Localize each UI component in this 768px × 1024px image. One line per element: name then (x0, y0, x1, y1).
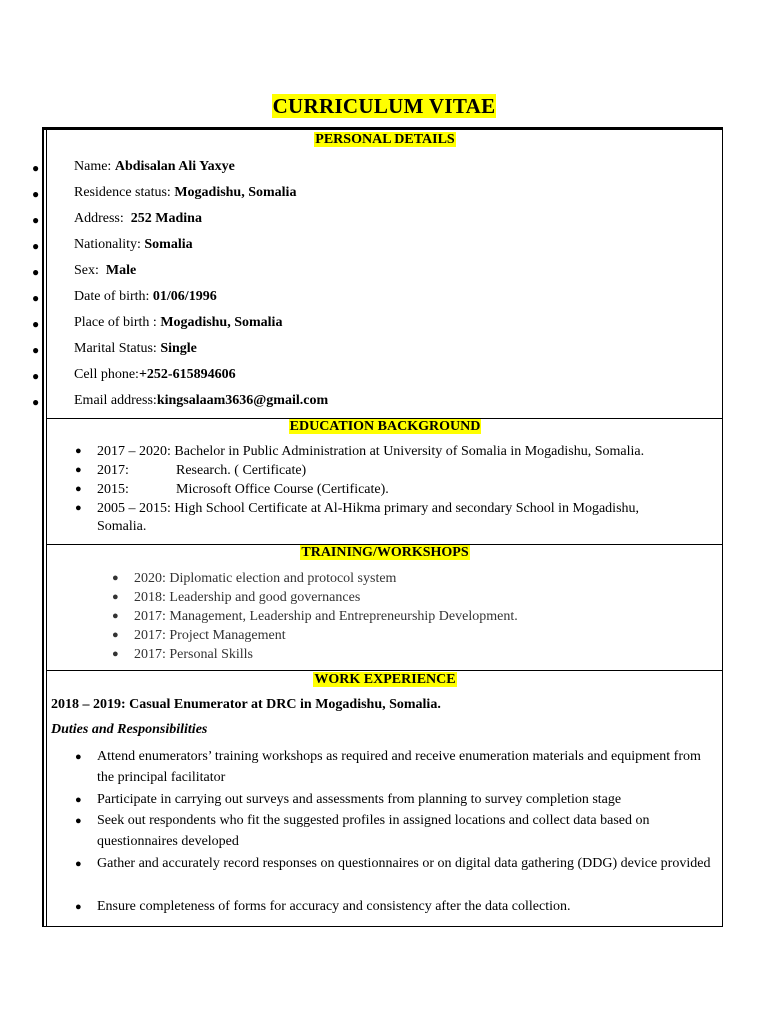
work-heading-text: WORK EXPERIENCE (314, 672, 456, 687)
education-year: 2017: (97, 463, 129, 478)
bullet-dot-icon: ● (32, 213, 40, 227)
pd-value: Somalia (144, 237, 193, 252)
duty-text: Attend enumerators’ training workshops as required and receive enumeration materials and equipment from the principal facilitator (97, 749, 701, 785)
pd-label: Place of birth : (74, 315, 161, 330)
duty-item (75, 896, 717, 917)
education-text: High School Certificate at Al-Hikma primary and secondary School in Mogadishu, (174, 501, 640, 516)
pd-label: Email address: (74, 393, 157, 408)
pd-value: Mogadishu, Somalia (174, 185, 297, 200)
pd-value: Mogadishu, Somalia (160, 315, 283, 330)
pd-text (74, 367, 236, 383)
pd-text (74, 263, 136, 279)
pd-value: +252-615894606 (138, 367, 236, 382)
training-item (112, 571, 397, 587)
bullet-dot-icon: ● (75, 502, 82, 514)
bullet-dot-icon: ● (75, 464, 82, 476)
bullet-dot-icon: ● (112, 648, 119, 660)
pd-value: 252 Madina (130, 211, 202, 226)
duty-text: Ensure completeness of forms for accuracy and consistency after the data collection. (97, 899, 571, 914)
pd-value: Single (160, 341, 197, 356)
pd-label: Residence status: (74, 185, 175, 200)
section-divider (47, 670, 723, 671)
duties-label: Duties and Responsibilities (51, 722, 208, 737)
bullet-dot-icon: ● (75, 815, 82, 827)
duty-text: Gather and accurately record responses on questionnaires or on digital data gathering (DDG) device provided (97, 856, 711, 871)
pd-label: Marital Status: (74, 341, 161, 356)
pd-value: Male (105, 263, 137, 278)
training-text: 2018: Leadership and good governances (134, 590, 361, 605)
pd-text (74, 315, 282, 331)
bullet-dot-icon: ● (32, 161, 40, 175)
bullet-dot-icon: ● (112, 629, 119, 641)
education-item (75, 463, 307, 479)
education-item (75, 444, 645, 460)
pd-text (74, 237, 193, 253)
education-item (75, 482, 389, 498)
bullet-dot-icon: ● (75, 751, 82, 763)
pd-text (74, 211, 202, 227)
duty-item (75, 789, 717, 810)
education-year: 2017 – 2020: (97, 444, 175, 459)
bullet-dot-icon: ● (32, 369, 40, 383)
bullet-dot-icon: ● (32, 343, 40, 357)
education-heading (47, 419, 723, 435)
pd-label: Address: (74, 211, 131, 226)
bullet-dot-icon: ● (75, 901, 82, 913)
training-heading (47, 545, 723, 561)
training-item (112, 628, 286, 644)
training-item (112, 647, 254, 663)
pd-label: Name: (74, 159, 115, 174)
education-item (75, 501, 640, 517)
duty-item (75, 810, 717, 852)
pd-value: kingsalaam3636@gmail.com (156, 393, 329, 408)
pd-text (74, 289, 217, 305)
education-text: Bachelor in Public Administration at University of Somalia in Mogadishu, Somalia. (174, 444, 645, 459)
bullet-dot-icon: ● (75, 445, 82, 457)
work-position: 2018 – 2019: Casual Enumerator at DRC in Mogadishu, Somalia. (51, 697, 441, 712)
work-heading (47, 672, 723, 688)
bullet-dot-icon: ● (75, 794, 82, 806)
bullet-dot-icon: ● (32, 265, 40, 279)
education-text: Research. ( Certificate) (176, 463, 307, 478)
training-text: 2017: Project Management (134, 628, 286, 643)
education-item-continuation: Somalia. (97, 519, 147, 534)
bullet-dot-icon: ● (112, 610, 119, 622)
bullet-dot-icon: ● (112, 572, 119, 584)
duty-item (75, 746, 717, 788)
training-item (112, 590, 361, 606)
bullet-dot-icon: ● (32, 187, 40, 201)
duty-item (75, 853, 717, 874)
training-text: 2017: Personal Skills (134, 647, 254, 662)
pd-label: Nationality: (74, 237, 145, 252)
education-year: 2015: (97, 482, 129, 497)
training-text: 2017: Management, Leadership and Entrepreneurship Development. (134, 609, 518, 624)
pd-label: Sex: (74, 263, 106, 278)
bullet-dot-icon: ● (112, 591, 119, 603)
title-text: CURRICULUM VITAE (272, 94, 496, 118)
training-text: 2020: Diplomatic election and protocol system (134, 571, 397, 586)
training-item (112, 609, 518, 625)
pd-text (74, 393, 328, 409)
pd-text (74, 159, 235, 175)
bullet-dot-icon: ● (32, 291, 40, 305)
education-text: Microsoft Office Course (Certificate). (176, 482, 389, 497)
bullet-dot-icon: ● (32, 239, 40, 253)
pd-text (74, 341, 197, 357)
education-year: 2005 – 2015: (97, 501, 175, 516)
pd-value: 01/06/1996 (152, 289, 217, 304)
personal-details-heading (47, 132, 723, 148)
training-heading-text: TRAINING/WORKSHOPS (301, 545, 469, 560)
document-title (0, 94, 768, 119)
pd-label: Date of birth: (74, 289, 153, 304)
cv-frame-left-rule (42, 127, 47, 927)
duty-text: Participate in carrying out surveys and assessments from planning to survey completion stage (97, 792, 622, 807)
duty-text: Seek out respondents who fit the suggested profiles in assigned locations and collect data based on questionnaires developed (97, 813, 650, 849)
bullet-dot-icon: ● (75, 858, 82, 870)
pd-value: Abdisalan Ali Yaxye (114, 159, 235, 174)
personal-details-heading-text: PERSONAL DETAILS (315, 132, 455, 147)
pd-text (74, 185, 296, 201)
bullet-dot-icon: ● (75, 483, 82, 495)
bullet-dot-icon: ● (32, 317, 40, 331)
bullet-dot-icon: ● (32, 395, 40, 409)
education-heading-text: EDUCATION BACKGROUND (289, 419, 481, 434)
pd-label: Cell phone: (74, 367, 139, 382)
